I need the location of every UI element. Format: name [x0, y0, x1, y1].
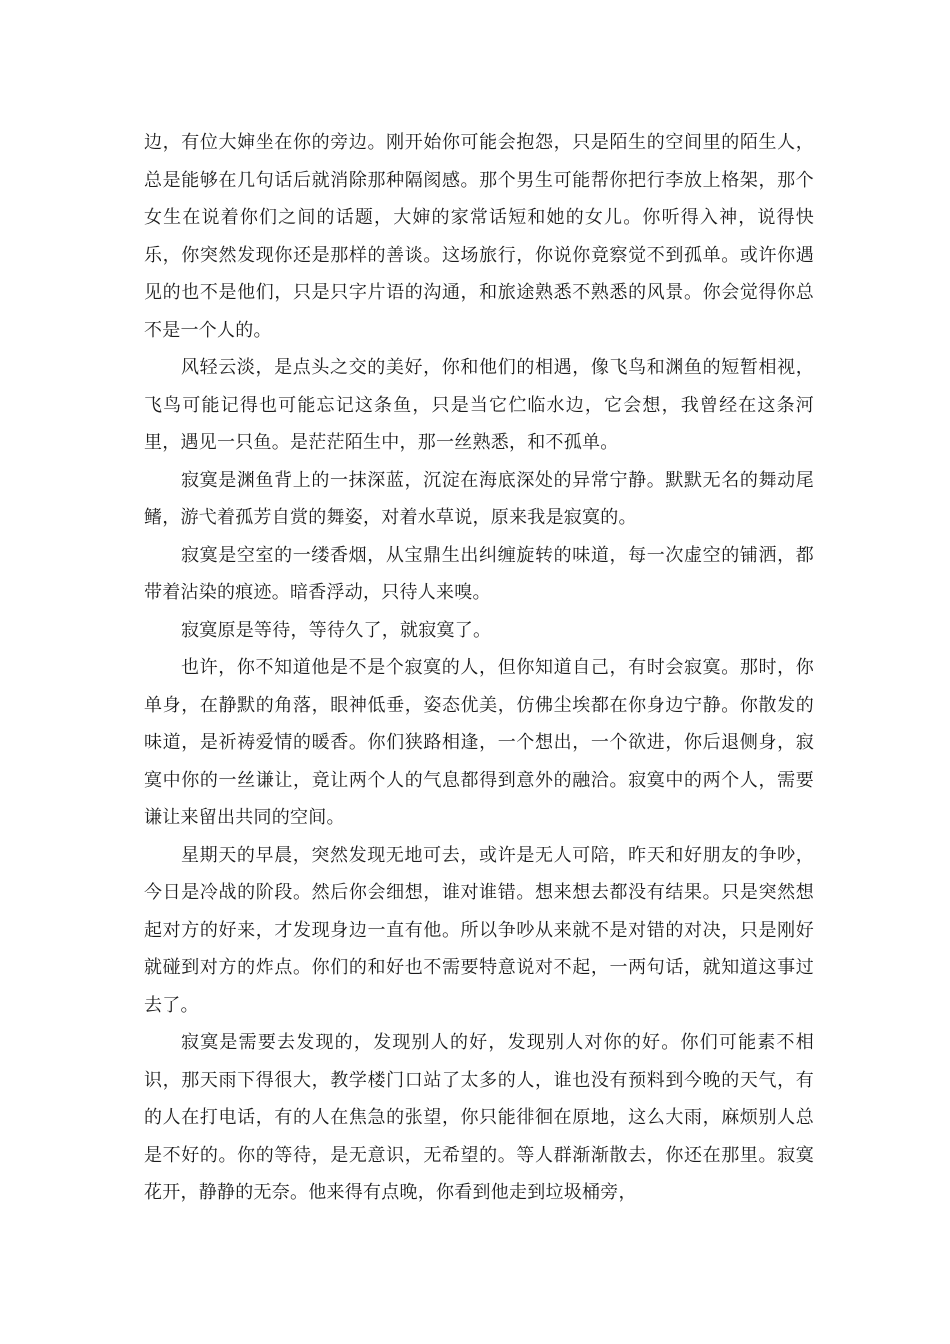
- paragraph-3: 寂寞是渊鱼背上的一抹深蓝，沉淀在海底深处的异常宁静。默默无名的舞动尾鳍，游弋着孤芳自赏的舞姿，对着水草说，原来我是寂寞的。: [144, 469, 814, 528]
- paragraph-7: 星期天的早晨，突然发现无地可去，或许是无人可陪，昨天和好朋友的争吵，今日是冷战的阶段。然后你会细想，谁对谁错。想来想去都没有结果。只是突然想起对方的好来，才发现身边一直有他。所以争吵从来就不是对错的对决，只是刚好就碰到对方的炸点。你们的和好也不需要特意说对不起，一两句话，就知道这事过去了。: [144, 844, 814, 1016]
- document-body: [144, 124, 814, 1212]
- paragraph-6: 也许，你不知道他是不是个寂寞的人，但你知道自己，有时会寂寞。那时，你单身，在静默的角落，眼神低垂，姿态优美，仿佛尘埃都在你身边宁静。你散发的味道，是祈祷爱情的暖香。你们狭路相逢，一个想出，一个欲进，你后退侧身，寂寞中你的一丝谦让，竟让两个人的气息都得到意外的融洽。寂寞中的两个人，需要谦让来留出共同的空间。: [144, 657, 814, 828]
- paragraph-2: 风轻云淡，是点头之交的美好，你和他们的相遇，像飞鸟和渊鱼的短暂相视，飞鸟可能记得也可能忘记这条鱼，只是当它伫临水边，它会想，我曾经在这条河里，遇见一只鱼。是茫茫陌生中，那一丝熟悉，和不孤单。: [144, 357, 814, 453]
- paragraph-1: 边，有位大婶坐在你的旁边。刚开始你可能会抱怨，只是陌生的空间里的陌生人，总是能够在几句话后就消除那种隔阂感。那个男生可能帮你把行李放上格架，那个女生在说着你们之间的话题，大婶的家常话短和她的女儿。你听得入神，说得快乐，你突然发现你还是那样的善谈。这场旅行，你说你竟察觉不到孤单。或许你遇见的也不是他们，只是只字片语的沟通，和旅途熟悉不熟悉的风景。你会觉得你总不是一个人的。: [144, 132, 814, 341]
- paragraph-8: 寂寞是需要去发现的，发现别人的好，发现别人对你的好。你们可能素不相识，那天雨下得很大，教学楼门口站了太多的人，谁也没有预料到今晚的天气，有的人在打电话，有的人在焦急的张望，你只能徘徊在原地，这么大雨，麻烦别人总是不好的。你的等待，是无意识，无希望的。等人群渐渐散去，你还在那里。寂寞花开，静静的无奈。他来得有点晚，你看到他走到垃圾桶旁，: [144, 1032, 814, 1203]
- paragraph-4: 寂寞是空室的一缕香烟，从宝鼎生出纠缠旋转的味道，每一次虚空的铺洒，都带着沾染的痕迹。暗香浮动，只待人来嗅。: [144, 544, 814, 603]
- paragraph-5: 寂寞原是等待，等待久了，就寂寞了。: [181, 619, 492, 641]
